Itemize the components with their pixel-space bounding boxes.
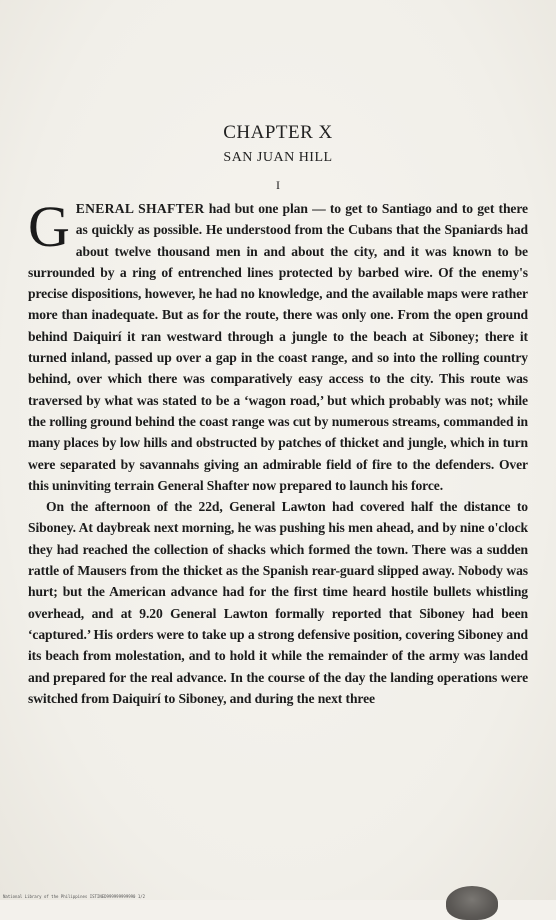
lead-in: ENERAL SHAFTER — [75, 201, 205, 216]
body-text — [28, 194, 528, 709]
paragraph-1 — [28, 194, 528, 496]
footer-stamp: National Library of the Philippines ISTINED999999999990 1/2 — [3, 894, 146, 899]
section-number: I — [276, 178, 280, 192]
drop-cap: G — [28, 194, 70, 259]
paragraph-1-text: had but one plan — to get to Santiago and to get there as quickly as possible. He understood from the Cubans that the Spaniards had about twelve thousand men in and about the city, and it was known to be surrounded by a ring of entrenched lines protected by barbed wire. Of the enemy's precise dispositions, however, he had no knowledge, and the available maps were rather more than inadequate. But as for the route, there was only one. From the open ground behind Daiquirí it ran westward through a jungle to the beach at Siboney; there it turned inland, passed up over a gap in the coast range, and so into the rolling country behind, over which there was comparatively easy access to the city. This route was traversed by what was stated to be a ‘wagon road,’ but which probably was not; while the rolling ground behind the coast range was cut by numerous streams, commanded in many places by low hills and obstructed by patches of thicket and jungle, which in turn were separated by savannahs giving an admirable field of fire to the defenders. Over this uninviting terrain General Shafter now prepared to launch his force. — [28, 201, 528, 493]
chapter-title: CHAPTER X — [223, 122, 333, 143]
chapter-subtitle: SAN JUAN HILL — [223, 150, 333, 165]
paragraph-2-text: On the afternoon of the 22d, General Lawton had covered half the distance to Siboney. At daybreak next morning, he was pushing his men ahead, and by nine o'clock they had reached the collection of shacks which formed the town. There was a sudden rattle of Mausers from the thicket as the Spanish rear-guard slipped away. Nobody was hurt; but the American advance had for the first time heard hostile bullets whistling overhead, and at 9.20 General Lawton formally reported that Siboney had been ‘captured.’ His orders were to take up a strong defensive position, covering Siboney and its beach from molestation, and to hold it while the remainder of the army was landed and prepared for the real advance. In the course of the day the landing operations were switched from Daiquirí to Siboney, and during the next three — [28, 499, 528, 706]
scanner-thumb-image — [446, 886, 498, 920]
paragraph-2 — [28, 496, 528, 709]
